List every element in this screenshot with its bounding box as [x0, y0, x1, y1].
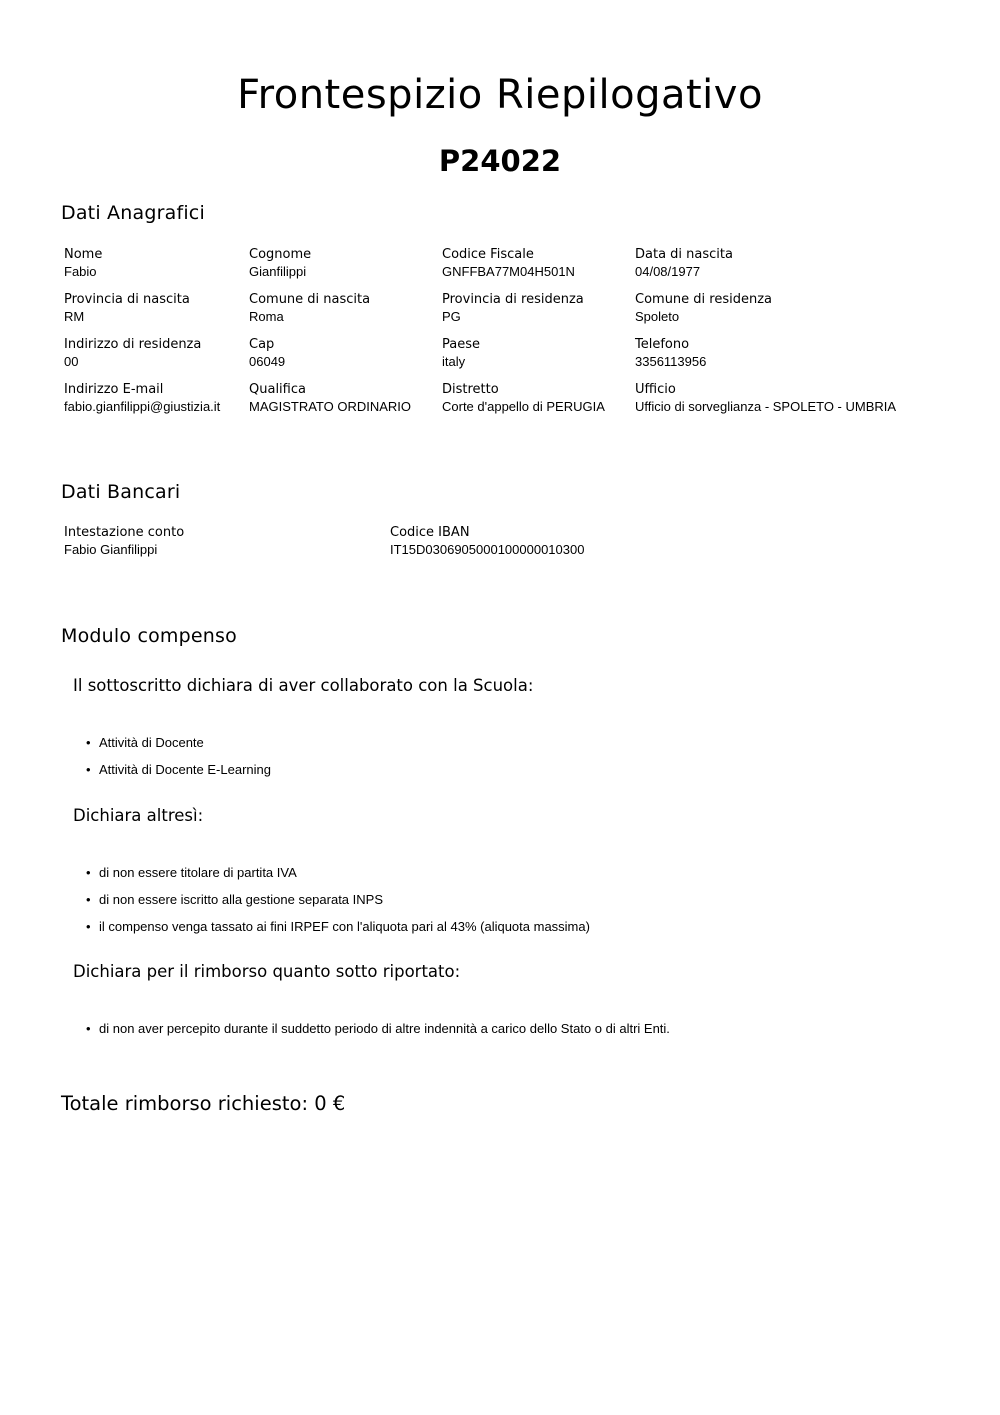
field-value: GNFFBA77M04H501N: [442, 264, 575, 279]
field-indirizzo-residenza: [64, 337, 201, 370]
field-provincia-nascita: [64, 292, 190, 325]
section-heading-bancari: Dati Bancari: [61, 481, 181, 503]
field-label: Ufficio: [635, 382, 676, 397]
bullet-icon: •: [86, 919, 91, 934]
field-label: Comune di nascita: [249, 292, 371, 307]
list-item: [86, 1020, 670, 1047]
list-item-text: di non essere titolare di partita IVA: [99, 865, 297, 880]
field-value: Fabio Gianfilippi: [64, 542, 158, 557]
field-value: Ufficio di sorveglianza - SPOLETO - UMBRIA: [635, 399, 897, 414]
field-label: Cap: [249, 337, 275, 352]
rimborso-list: [86, 1020, 670, 1047]
field-value: RM: [64, 309, 85, 324]
bullet-icon: •: [86, 865, 91, 880]
field-value: MAGISTRATO ORDINARIO: [249, 399, 412, 414]
field-label: Indirizzo di residenza: [64, 337, 202, 352]
field-label: Distretto: [442, 382, 499, 397]
field-value: PG: [442, 309, 461, 324]
list-item-text: di non aver percepito durante il suddetto periodo di altre indennità a carico dello Stato o di altri Enti.: [99, 1021, 670, 1036]
field-comune-residenza: [635, 292, 772, 325]
field-value: Gianfilippi: [249, 264, 307, 279]
field-value: 00: [64, 354, 79, 369]
field-cap: [249, 337, 285, 370]
field-label: Comune di residenza: [635, 292, 773, 307]
list-item: [86, 761, 271, 788]
section-heading-anagrafici: Dati Anagrafici: [61, 202, 205, 224]
field-label: Qualifica: [249, 382, 306, 397]
field-label: Codice IBAN: [390, 525, 470, 540]
field-intestazione-conto: [64, 525, 184, 558]
altresi-list: [86, 864, 590, 945]
field-value: Spoleto: [635, 309, 680, 324]
field-value: 06049: [249, 354, 286, 369]
field-label: Provincia di nascita: [64, 292, 190, 307]
document-title: Frontespizio Riepilogativo: [237, 72, 763, 118]
field-label: Intestazione conto: [64, 525, 185, 540]
bullet-icon: •: [86, 762, 91, 777]
field-label: Provincia di residenza: [442, 292, 584, 307]
field-value: Roma: [249, 309, 284, 324]
field-value: 3356113956: [635, 354, 707, 369]
bullet-icon: •: [86, 892, 91, 907]
field-value: fabio.gianfilippi@giustizia.it: [64, 399, 221, 414]
field-comune-nascita: [249, 292, 370, 325]
list-item: [86, 734, 271, 761]
field-codice-fiscale: [442, 247, 575, 280]
field-nome: [64, 247, 102, 280]
totale-rimborso: Totale rimborso richiesto: 0 €: [61, 1092, 346, 1115]
field-label: Telefono: [635, 337, 690, 352]
collab-list: [86, 734, 271, 788]
list-item: [86, 864, 590, 891]
list-item-text: il compenso venga tassato ai fini IRPEF con l'aliquota pari al 43% (aliquota massima): [99, 919, 590, 934]
section-heading-compenso: Modulo compenso: [61, 625, 237, 647]
field-distretto: [442, 382, 605, 415]
field-ufficio: [635, 382, 896, 415]
list-item-text: Attività di Docente: [99, 735, 204, 750]
field-label: Cognome: [249, 247, 312, 262]
field-value: IT15D0306905000100000010300: [390, 542, 585, 557]
field-value: italy: [442, 354, 466, 369]
rimborso-heading: Dichiara per il rimborso quanto sotto riportato:: [73, 962, 461, 981]
field-codice-iban: [390, 525, 584, 558]
field-value: 04/08/1977: [635, 264, 701, 279]
list-item-text: Attività di Docente E-Learning: [99, 762, 271, 777]
field-provincia-residenza: [442, 292, 584, 325]
field-qualifica: [249, 382, 411, 415]
field-label: Data di nascita: [635, 247, 733, 262]
field-email: [64, 382, 220, 415]
field-cognome: [249, 247, 311, 280]
bullet-icon: •: [86, 735, 91, 750]
bullet-icon: •: [86, 1021, 91, 1036]
field-label: Nome: [64, 247, 103, 262]
field-telefono: [635, 337, 706, 370]
list-item: [86, 918, 590, 945]
list-item-text: di non essere iscritto alla gestione separata INPS: [99, 892, 383, 907]
field-label: Paese: [442, 337, 480, 352]
field-value: Corte d'appello di PERUGIA: [442, 399, 605, 414]
field-label: Codice Fiscale: [442, 247, 534, 262]
field-label: Indirizzo E-mail: [64, 382, 164, 397]
field-data-nascita: [635, 247, 733, 280]
collab-heading: Il sottoscritto dichiara di aver collaborato con la Scuola:: [73, 676, 534, 695]
field-paese: [442, 337, 480, 370]
list-item: [86, 891, 590, 918]
altresi-heading: Dichiara altresì:: [73, 806, 204, 825]
document-code: P24022: [438, 144, 562, 178]
field-value: Fabio: [64, 264, 97, 279]
